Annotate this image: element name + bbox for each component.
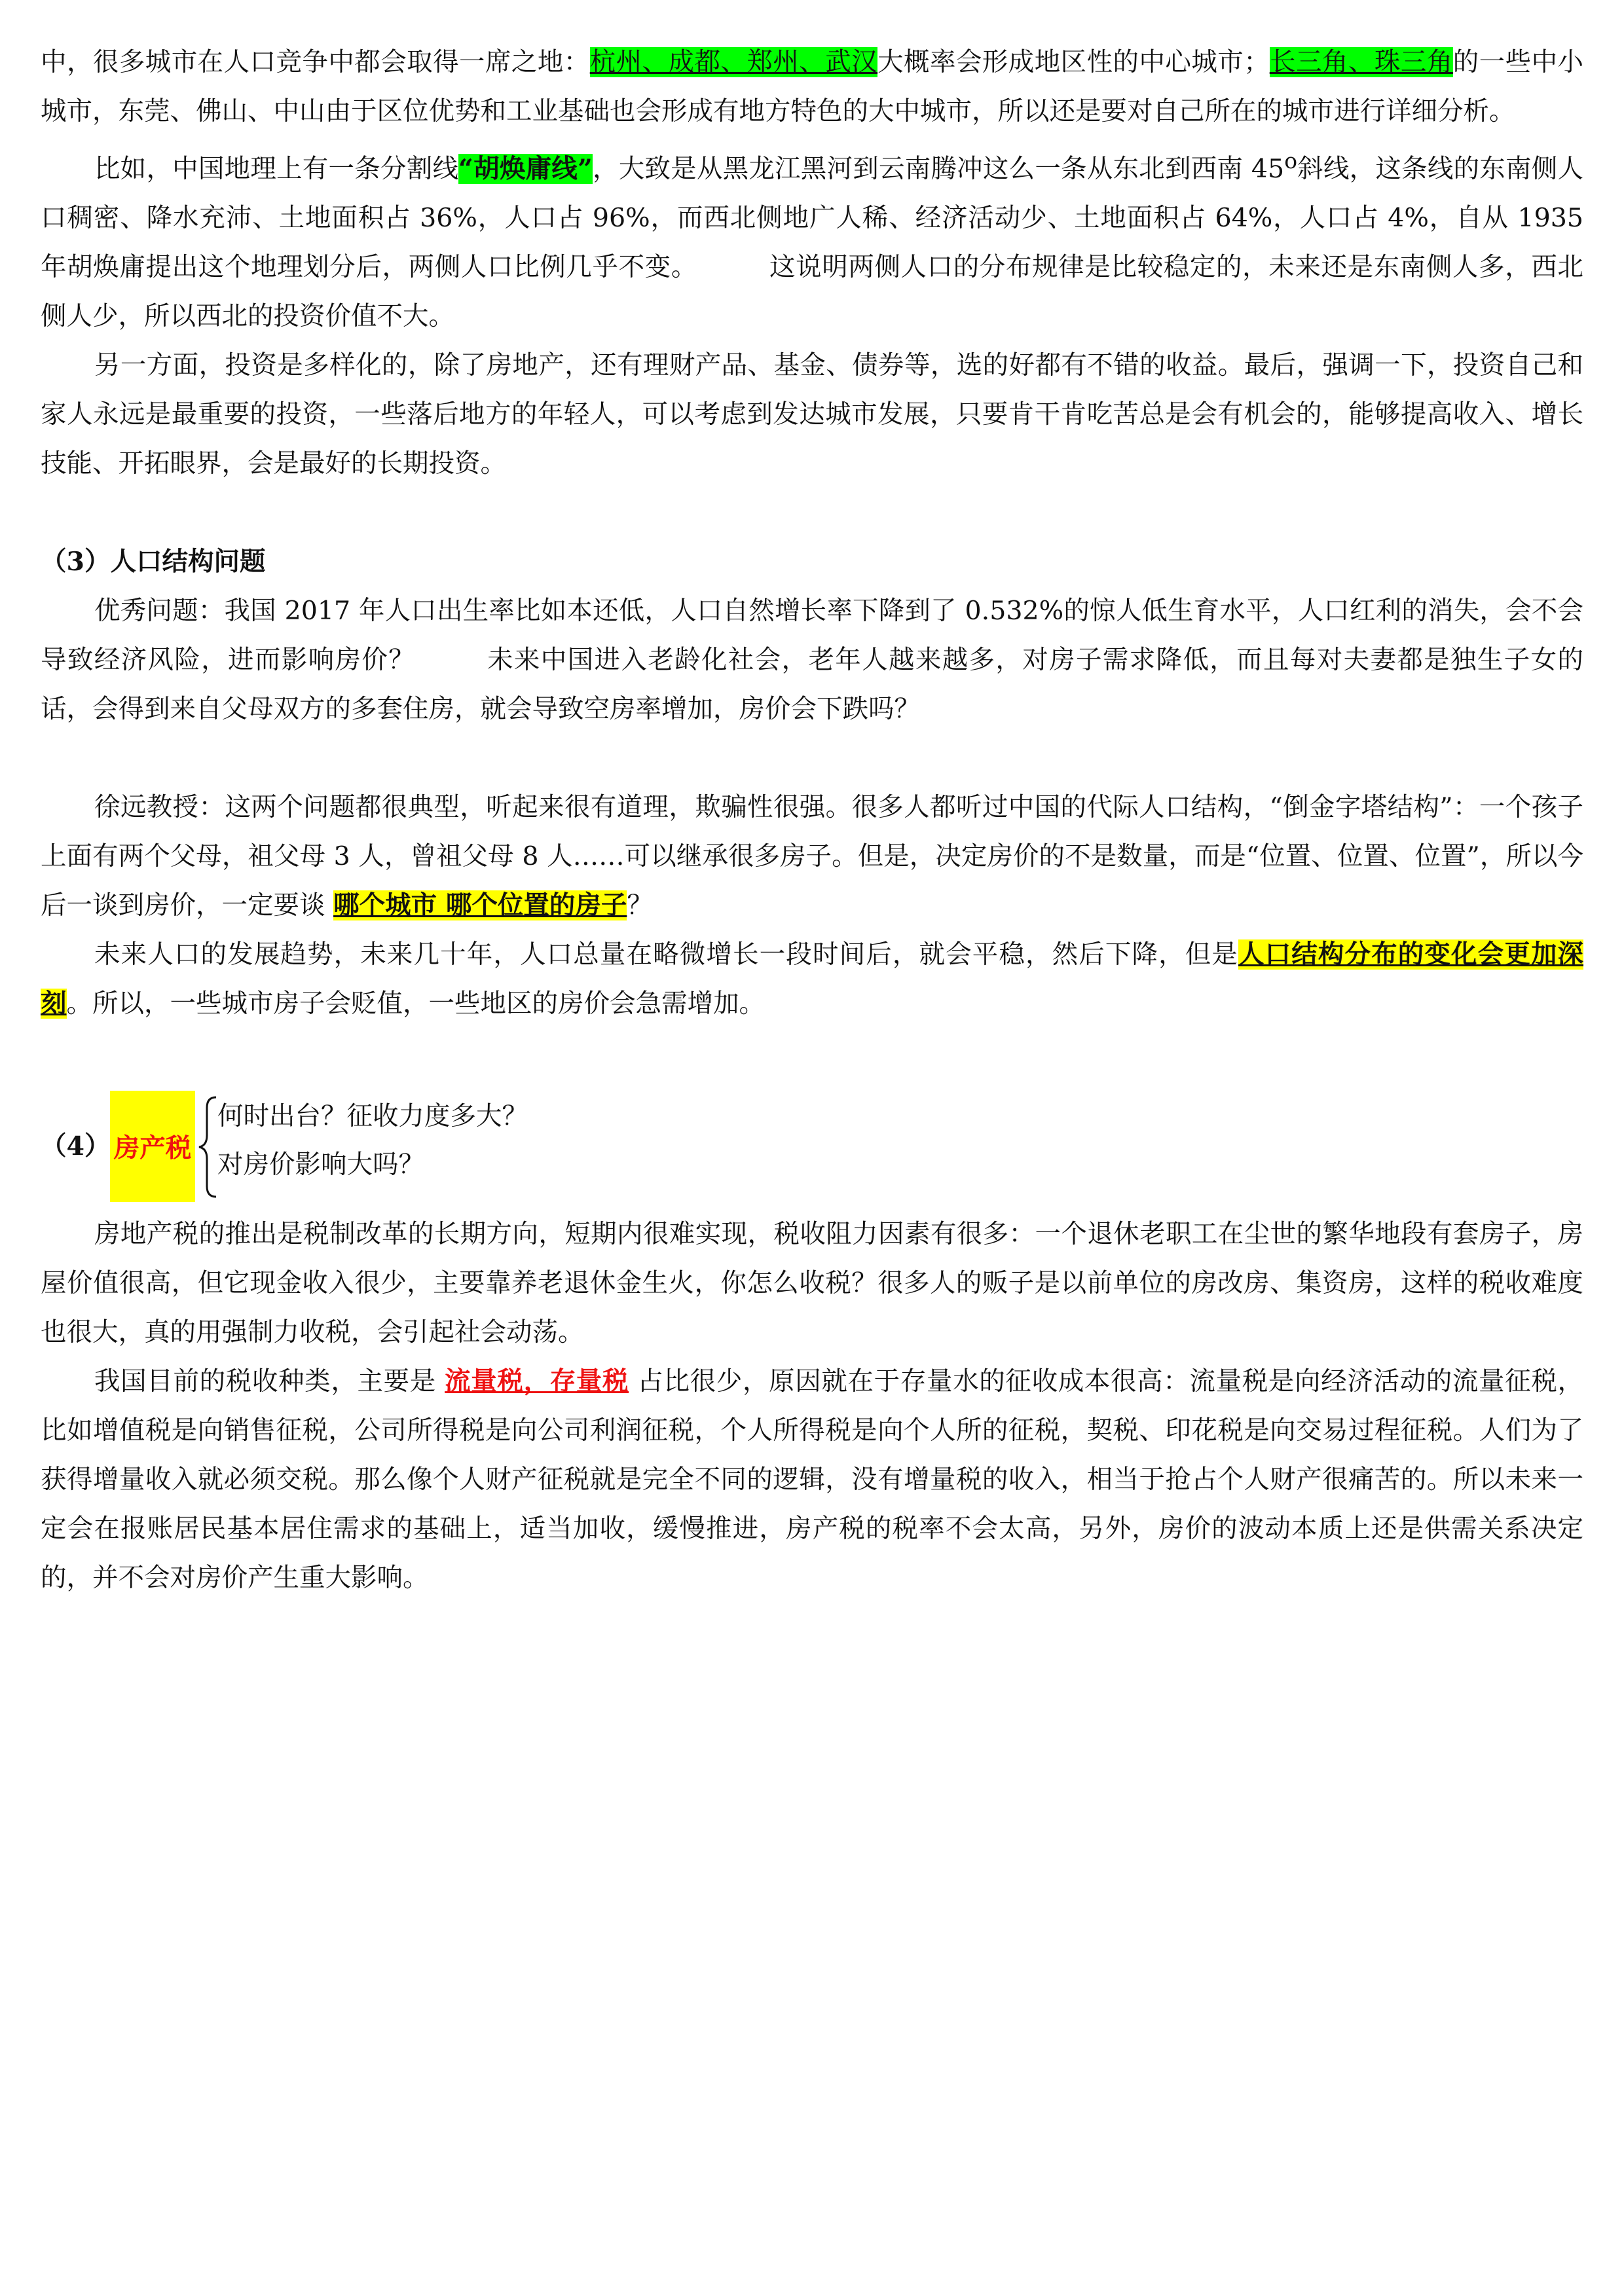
highlight-hu-huanyong-line: “胡焕庸线”: [458, 154, 593, 185]
text-segment: 。所以，一些城市房子会贬值，一些地区的房价会急需增加。: [66, 989, 765, 1019]
spacer: [41, 734, 1583, 783]
spacer: [41, 488, 1583, 538]
text-segment: 大概率会形成地区性的中心城市；: [877, 47, 1270, 77]
text-segment: 优秀问题：我国 2017 年人口出生率比如本还低，人口自然增长率下降到了 0.532%的惊人低生育水平，人口红利的消失，会不会导致经济风险，进而影响房价？: [41, 596, 1583, 676]
section-heading-population-structure: （3）人口结构问题: [41, 547, 266, 577]
paragraph-tax-difficulty: 房地产税的推出是税制改革的长期方向，短期内很难实现，税收阻力因素有很多：一个退休老职工在尘世的繁华地段有套房子，房屋价值很高，但它现金收入很少，主要靠养老退休金生火，你怎么收税？很多人的贩子是以前单位的房改房、集资房，这样的税收难度也很大，真的用强制力收税，会引起社会动荡。: [41, 1219, 1583, 1348]
text-segment: ，大致是从黑龙江黑河到云南腾冲这么一条从东北到西南 45: [592, 154, 1285, 185]
highlight-flow-stock-tax: 流量税，存量税: [445, 1366, 629, 1397]
text-segment: 未来人口的发展趋势，未来几十年，人口总量在略微增长一段时间后，就会平稳，然后下降，但是: [94, 939, 1238, 970]
paragraph-question: [41, 587, 1583, 734]
text-segment: 这说明两侧人口的分布规律是比较稳定的，未来还是东南侧人多，西北侧人少，所以西北的投资价值不大。: [41, 252, 1584, 332]
property-tax-heading: [41, 1091, 1583, 1202]
degree-superscript: o: [1284, 148, 1297, 173]
spacer: [41, 1029, 1583, 1078]
text-segment: 占比很少，原因就在于存量水的征收成本很高：流量税是向经济活动的流量征税，比如增值税是向销售征税，公司所得税是向公司利润征税，个人所得税是向个人所的征税，契税、印花税是向交易过程征税。人们为了获得增量收入就必须交税。那么像个人财产征税就是完全不同的逻辑，没有增量税的收入，相当于抢占个人财产很痛苦的。所以未来一定会在报账居民基本居住需求的基础上，适当加收，缓慢推进，房产税的税率不会太高，另外，房价的波动本质上还是供需关系决定的，并不会对房价产生重大影响。: [41, 1366, 1584, 1594]
paragraph-tax-types: [41, 1357, 1583, 1603]
text-segment: 斜线，这条线的东南侧人口稠密、降水充沛、土地面积占 36%，人口占 96%，而西北侧地广人稀、经济活动少、土地面积占 64%，人口占 4%，自从 1935 年胡焕庸提出这个地理划分后，两侧人口比例几乎不变。: [41, 154, 1583, 283]
paragraph-hu-line: [41, 136, 1583, 341]
boxed-property-tax: 房产税: [110, 1091, 195, 1202]
tax-question-timing: 何时出台？征收力度多大？: [217, 1101, 528, 1132]
highlight-structure-change: 人口结构分布的变化会更加深刻: [41, 939, 1584, 1019]
tax-question-impact: 对房价影响大吗？: [217, 1150, 424, 1180]
text-segment: 比如，中国地理上有一条分割线: [94, 154, 459, 185]
text-segment: 我国目前的税收种类，主要是: [94, 1366, 445, 1397]
paragraph-population-trend: [41, 930, 1583, 1029]
highlight-river-deltas: 长三角、珠三角: [1269, 47, 1453, 77]
text-segment: ？: [627, 890, 653, 921]
text-segment: 的一些中小城市，东莞、佛山、中山由于区位优势和工业基础也会形成有地方特色的大中城市，所以还是要对自己所在的城市进行详细分析。: [41, 47, 1584, 126]
text-segment: 中，很多城市在人口竞争中都会取得一席之地：: [41, 47, 590, 77]
highlight-which-city-location: 哪个城市 哪个位置的房子: [333, 890, 627, 921]
paragraph-city-competition: [41, 38, 1583, 136]
text-segment: 徐远教授：这两个问题都很典型，听起来很有道理，欺骗性很强。很多人都听过中国的代际人口结构，“倒金字塔结构”：一个孩子上面有两个父母，祖父母 3 人，曾祖父母 8 人……可以继承很多房子。但是，决定房价的不是数量，而是“位置、位置、位置”，所以今后一谈到房价，一定要谈: [41, 792, 1583, 921]
document-page: [41, 38, 1583, 1603]
text-segment: 未来中国进入老龄化社会，老年人越来越多，对房子需求降低，而且每对夫妻都是独生子女的话，会得到来自父母双方的多套住房，就会导致空房率增加，房价会下跌吗？: [41, 645, 1584, 725]
highlight-central-cities: 杭州、成都、郑州、武汉: [589, 47, 878, 77]
paragraph-diversified-investment: 另一方面，投资是多样化的，除了房地产，还有理财产品、基金、债券等，选的好都有不错的收益。最后，强调一下，投资自己和家人永远是最重要的投资，一些落后地方的年轻人，可以考虑到发达城市发展，只要肯干肯吃苦总是会有机会的，能够提高收入、增长技能、开拓眼界，会是最好的长期投资。: [41, 350, 1583, 479]
section-number: （4）: [41, 1131, 111, 1162]
paragraph-answer: [41, 783, 1583, 930]
